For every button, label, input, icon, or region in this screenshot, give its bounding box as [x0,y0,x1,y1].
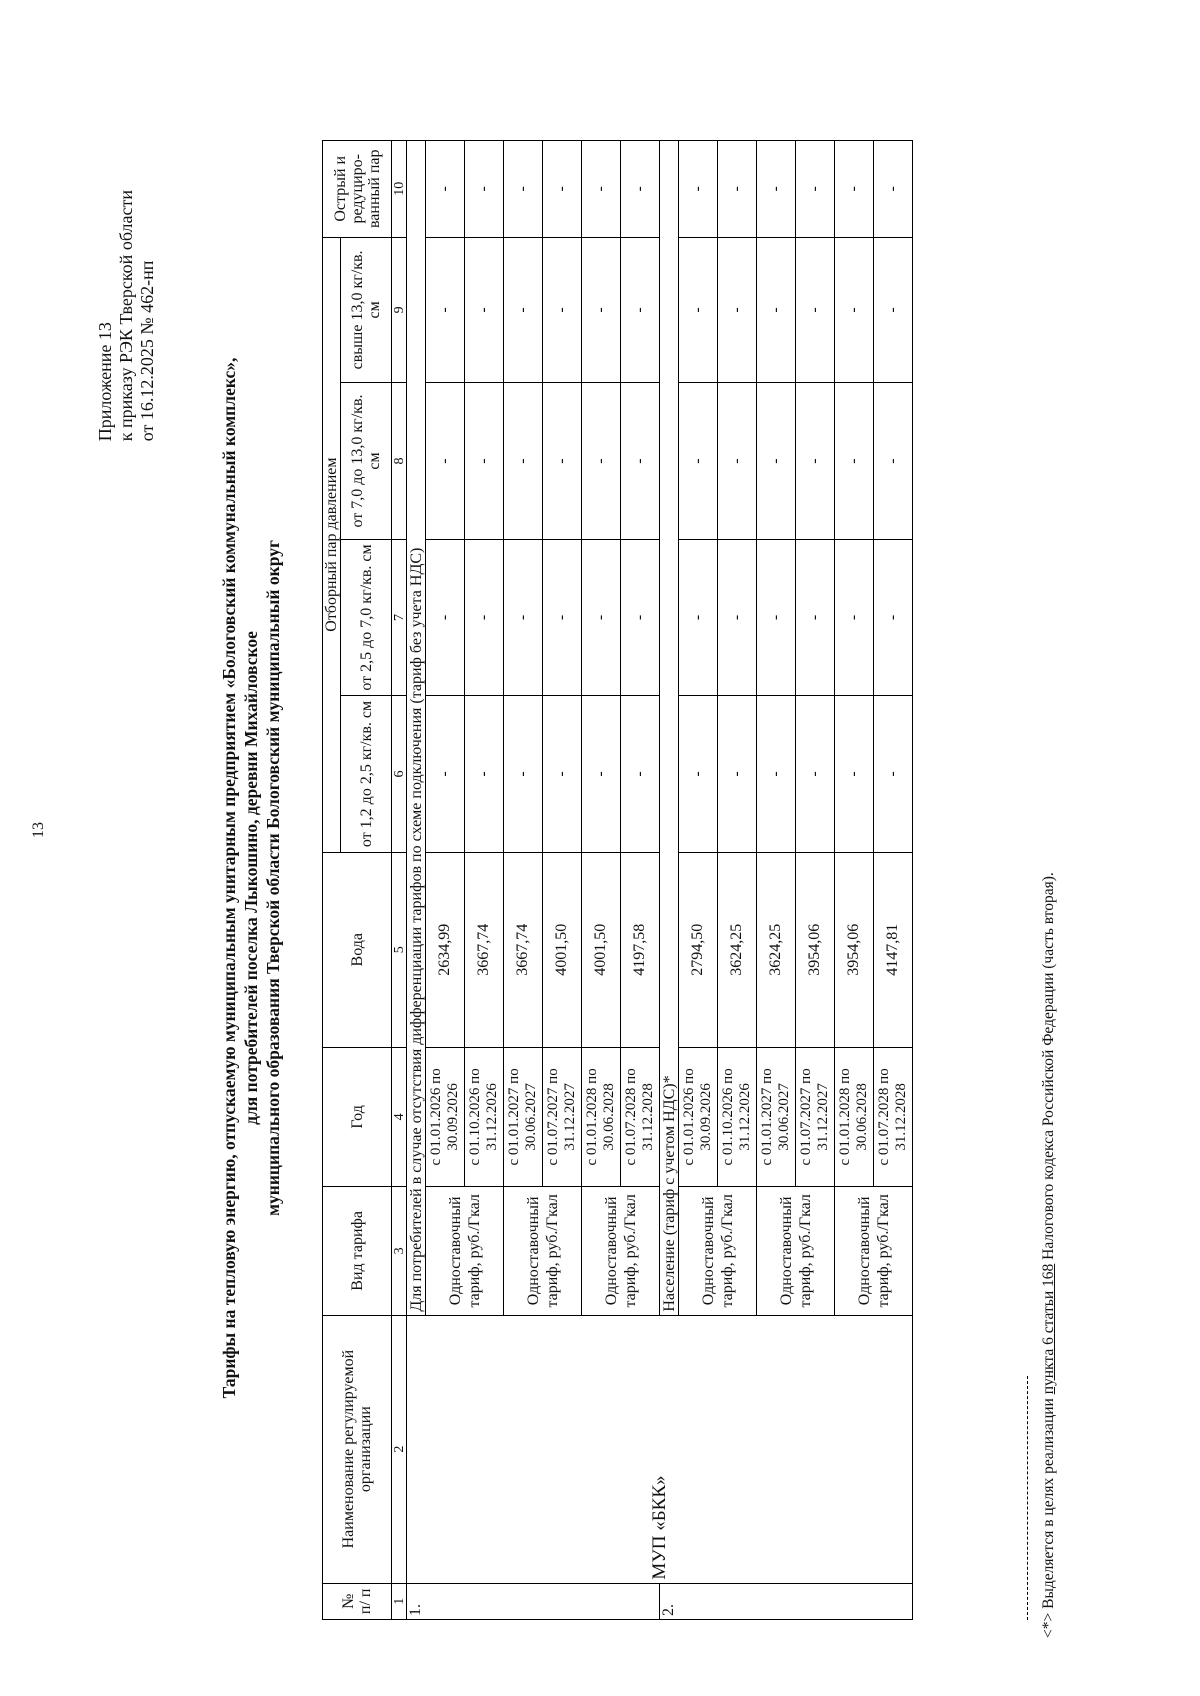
sharp-steam-value: - [796,141,835,238]
tariff-period: с 01.01.2027 по 30.06.2027 [757,1047,796,1186]
sharp-steam-value: - [582,141,621,238]
steam-1-2-value: - [679,696,718,852]
water-value: 4197,58 [621,852,660,1047]
steam-7-0-value: - [582,383,621,539]
sharp-steam-value: - [504,141,543,238]
title-line-2: для потребителей поселка Лыкошино, деревни Михайловское [241,631,261,1125]
steam-2-5-value: - [465,539,504,695]
column-number-row [392,141,407,1620]
steam-2-5-value: - [582,539,621,695]
water-value: 4001,50 [582,852,621,1047]
header-pressure-2: от 2,5 до 7,0 кг/кв. см [341,539,392,695]
sharp-steam-value: - [426,141,465,238]
footnote-prefix: <*> Выделяется в целях реализации [1040,1394,1057,1638]
header-sharp-steam: Острый и редуциро-ванный пар [323,141,392,238]
steam-13-value: - [679,237,718,383]
steam-2-5-value: - [504,539,543,695]
sharp-steam-value: - [718,141,757,238]
tariff-period: с 01.07.2027 по 31.12.2027 [543,1047,582,1186]
tariff-period: с 01.01.2028 по 30.06.2028 [835,1047,874,1186]
tariff-kind: Одноставочный тариф, руб./Гкал [679,1187,757,1316]
steam-2-5-value: - [543,539,582,695]
steam-13-value: - [582,237,621,383]
column-number: 3 [392,1187,407,1316]
appendix-reference [95,190,158,441]
header-num: № п/ п [323,1583,392,1619]
sharp-steam-value: - [835,141,874,238]
steam-7-0-value: - [796,383,835,539]
header-pressure-1: от 1,2 до 2,5 кг/кв. см [341,696,392,852]
tariff-period: с 01.01.2026 по 30.09.2026 [426,1047,465,1186]
footnote-suffix: Налогового кодекса Российской Федерации (часть вторая). [1040,872,1057,1264]
steam-1-2-value: - [874,696,913,852]
steam-13-value: - [796,237,835,383]
steam-2-5-value: - [621,539,660,695]
tariff-period: с 01.01.2026 по 30.09.2026 [679,1047,718,1186]
steam-2-5-value: - [835,539,874,695]
tariff-period: с 01.10.2026 по 31.12.2026 [465,1047,504,1186]
steam-1-2-value: - [796,696,835,852]
appendix-line-2: к приказу РЭК Тверской области [116,190,136,442]
tariff-period: с 01.07.2028 по 31.12.2028 [874,1047,913,1186]
steam-13-value: - [835,237,874,383]
header-steam-group: Отборный пар давлением [323,237,341,852]
water-value: 4147,81 [874,852,913,1047]
sharp-steam-value: - [621,141,660,238]
header-water: Вода [323,852,392,1047]
steam-13-value: - [465,237,504,383]
column-number: 4 [392,1047,407,1186]
steam-2-5-value: - [796,539,835,695]
sharp-steam-value: - [465,141,504,238]
steam-7-0-value: - [621,383,660,539]
water-value: 3624,25 [718,852,757,1047]
steam-1-2-value: - [504,696,543,852]
tariff-table [322,140,913,1620]
section-number: 1. [407,1583,660,1619]
tariff-period: с 01.07.2028 по 31.12.2028 [621,1047,660,1186]
steam-7-0-value: - [504,383,543,539]
water-value: 2634,99 [426,852,465,1047]
steam-1-2-value: - [757,696,796,852]
tariff-kind: Одноставочный тариф, руб./Гкал [582,1187,660,1316]
steam-1-2-value: - [582,696,621,852]
column-number: 10 [392,141,407,238]
water-value: 3954,06 [835,852,874,1047]
steam-13-value: - [543,237,582,383]
tariff-kind: Одноставочный тариф, руб./Гкал [835,1187,913,1316]
title-line-1: Тарифы на тепловую энергию, отпускаемую муниципальным унитарным предприятием «Бологовский коммунальный комплекс», [219,357,239,1399]
steam-1-2-value: - [718,696,757,852]
header-pressure-4: свыше 13,0 кг/кв. см [341,237,392,383]
steam-13-value: - [757,237,796,383]
column-number: 9 [392,237,407,383]
steam-7-0-value: - [757,383,796,539]
tariff-kind: Одноставочный тариф, руб./Гкал [504,1187,582,1316]
steam-7-0-value: - [465,383,504,539]
steam-1-2-value: - [835,696,874,852]
page-number: 13 [30,822,47,838]
header-row-1 [323,141,341,1620]
header-kind: Вид тарифа [323,1187,392,1316]
tariff-period: с 01.10.2026 по 31.12.2026 [718,1047,757,1186]
section-label: Население (тариф с учетом НДС)* [660,141,679,1316]
header-pressure-3: от 7,0 до 13,0 кг/кв. см [341,383,392,539]
section-label: Для потребителей в случае отсутствия дифференциации тарифов по схеме подключения (тариф без учета НДС) [407,141,426,1316]
steam-2-5-value: - [426,539,465,695]
column-number: 2 [392,1315,407,1583]
header-year: Год [323,1047,392,1186]
steam-7-0-value: - [679,383,718,539]
steam-2-5-value: - [679,539,718,695]
steam-13-value: - [874,237,913,383]
water-value: 4001,50 [543,852,582,1047]
tariff-period: с 01.01.2028 по 30.06.2028 [582,1047,621,1186]
water-value: 3954,06 [796,852,835,1047]
column-number: 7 [392,539,407,695]
sharp-steam-value: - [679,141,718,238]
footnote [1040,872,1058,1638]
steam-1-2-value: - [426,696,465,852]
water-value: 3667,74 [465,852,504,1047]
water-value: 3624,25 [757,852,796,1047]
document-sheet [75,98,1115,1658]
steam-1-2-value: - [465,696,504,852]
section-number: 2. [660,1583,913,1619]
column-number: 1 [392,1583,407,1619]
steam-7-0-value: - [718,383,757,539]
appendix-line-3: от 16.12.2025 № 462-нп [137,260,157,442]
footnote-law-link: пункта 6 статьи 168 [1040,1263,1057,1395]
steam-2-5-value: - [718,539,757,695]
tariff-kind: Одноставочный тариф, руб./Гкал [426,1187,504,1316]
steam-2-5-value: - [757,539,796,695]
steam-1-2-value: - [543,696,582,852]
steam-13-value: - [718,237,757,383]
tariff-kind: Одноставочный тариф, руб./Гкал [757,1187,835,1316]
steam-13-value: - [426,237,465,383]
water-value: 3667,74 [504,852,543,1047]
column-number: 5 [392,852,407,1047]
steam-13-value: - [621,237,660,383]
organization-name: МУП «БКК» [407,1315,913,1583]
steam-7-0-value: - [835,383,874,539]
tariff-period: с 01.07.2027 по 31.12.2027 [796,1047,835,1186]
appendix-line-1: Приложение 13 [95,322,115,442]
title-line-3: муниципального образования Тверской области Бологовский муниципальный округ [263,540,283,1216]
tariff-period: с 01.01.2027 по 30.06.2027 [504,1047,543,1186]
column-number: 6 [392,696,407,852]
sharp-steam-value: - [874,141,913,238]
section-row [407,141,426,1620]
document-title [218,98,284,1658]
steam-1-2-value: - [621,696,660,852]
footnote-divider [1027,1376,1028,1620]
header-org: Наименование регулируемой организации [323,1315,392,1583]
steam-7-0-value: - [874,383,913,539]
steam-7-0-value: - [543,383,582,539]
steam-2-5-value: - [874,539,913,695]
steam-7-0-value: - [426,383,465,539]
steam-13-value: - [504,237,543,383]
sharp-steam-value: - [543,141,582,238]
column-number: 8 [392,383,407,539]
water-value: 2794,50 [679,852,718,1047]
sharp-steam-value: - [757,141,796,238]
